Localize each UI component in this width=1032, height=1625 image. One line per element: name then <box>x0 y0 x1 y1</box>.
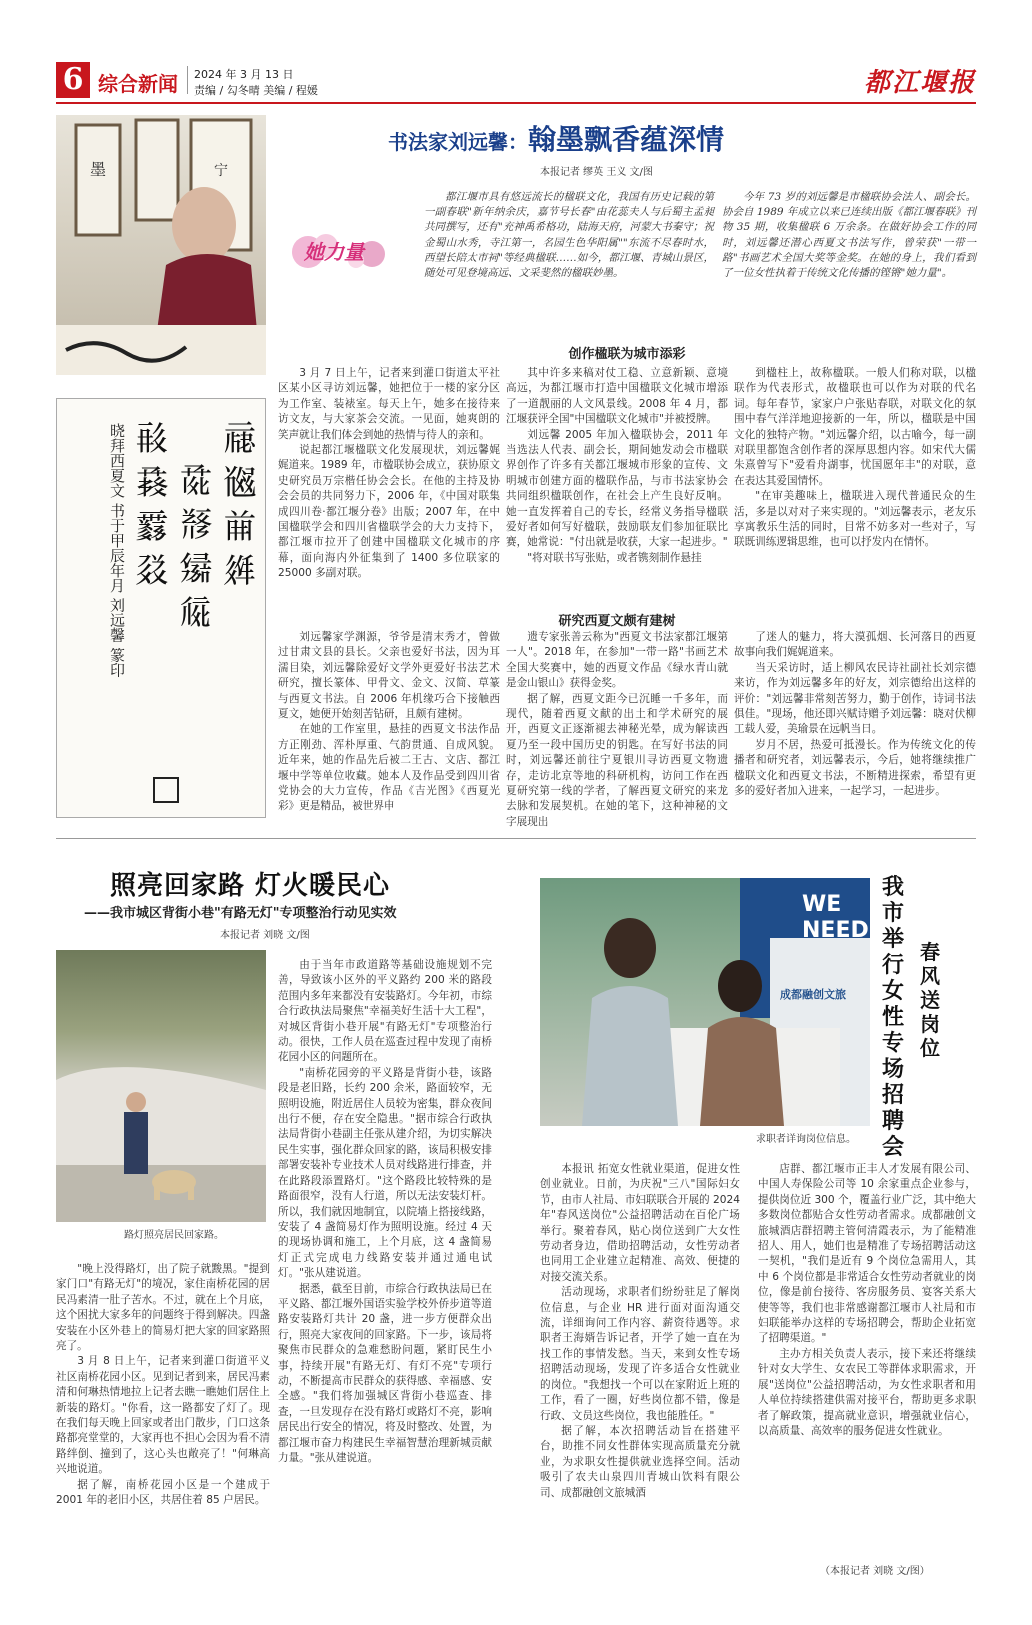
story1-lead-right: 今年 73 岁的刘远馨是市楹联协会法人、副会长。协会自 1989 年成立以来已连续出版《都江堰春联》刊物 35 期，收集楹联 6 万余条。在做好协会工作的同时，刘远馨还潜心西夏文书法写作，曾荣获"一带一路"书画艺术全国大奖等金奖。在她的身上，我们看到了一位女性执着于传统文化传播的铿锵"她力量"。 <box>722 191 976 280</box>
svg-text:墨: 墨 <box>89 160 107 179</box>
issue-date: 2024 年 3 月 13 日 <box>194 68 294 81</box>
booth-sign: 成都融创文旅 <box>780 988 846 1001</box>
story1-lead-left: 都江堰市具有悠远流长的楹联文化，我国有历史记载的第一副春联"新年纳余庆，嘉节号长春"由花蕊夫人与后蜀主孟昶共同撰写，还有"充神禹希格功，陆海天府，河蒙大书秦守；祝金蜀山水秀，寺江第一，名园生色华阳属""东流不尽春时水，西望长陪太市祠"等经典楹联……如今，都江堰、青城山景区，随处可见登境高远、文采斐然的楹联妙墨。 <box>424 191 714 280</box>
story1-s1-col2: 其中许多来稿对仗工稳、立意新颖、意境高远，为都江堰市打造中国楹联文化城市增添了一道靓丽的人文风景线。2008 年 4 月，都江堰获评全国"中国楹联文化城市"并被授牌。 刘远馨 2005 年加入楹联协会，2011 年当选法人代表、副会长，期间她发动会市楹联界创作了许多有关都江堰城市形象的宣传、文明城市创建方面的楹联作品，与市书法家协会共同组织楹联创作，在社会上产生良好反响。她一直发挥着自己的专长，经常义务指导楹联爱好者如何写好楹联，鼓励联友们参加征联比赛，她常说："付出就是收获，大家一起进步。" "将对联书写张贴，或者镌刻制作悬挂 <box>506 367 728 564</box>
story2-col2: 由于当年市政道路等基础设施规划不完善，导致该小区外的平义路约 200 米的路段范围内多年来都没有安装路灯。今年初，市综合行政执法局聚焦"幸福美好生活十大工程"，对城区背街小巷开展"有路无灯"专项整治行动。很快，工作人员在巡查过程中发现了南桥花园小区的问题所在。 "南桥花园旁的平义路是背街小巷，该路段是老旧路，长约 200 余米，路面较窄，无照明设施，附近居住人员较为密集，群众夜间出行不便，存在安全隐患。"据市综合行政执法局背街小巷副主任张从建介绍，为切实解决民生实事，强化群众回家的路，该局积极安排部署安装补专业技术人员对线路进行排查，并在此路段添置路灯。"这个路段比较特殊的是路面很窄，没有人行道，所以无法安装灯杆。所以，我们就因地制宜，以院墙上搭接线路，安装了 4 盏简易灯作为照明设施。经过 4 天的现场协调和施工，上个月底，这 4 盏简易灯正式完成电力线路安装并通过通电试灯。"张从建说道。 据悉，截至目前，市综合行政执法局已在平义路、都江堰外国语实验学校外侨步道等道路安装路灯共计 20 盏，进一步方便群众出行，照亮大家夜间的回家路。下一步，该局将聚焦市民群众的急难愁盼问题，紧盯民生小事，持续开展"有路无灯、有灯不亮"专项行动，不断提高市民群众的获得感、幸福感、安全感。"我们将加强城区背街小巷巡查、排查，一旦发现存在没有路灯或路灯不亮，影响居民出行安全的情况，将及时整改、处置，为都江堰市奋力构建民生幸福智慧治理新城贡献力量。"张从建说道。 <box>278 959 492 1464</box>
street-light-photo <box>56 950 266 1222</box>
story3-byline: （本报记者 刘晓 文/图） <box>820 1566 930 1577</box>
story2-byline: 本报记者 刘晓 文/图 <box>220 930 310 941</box>
calligrapher-photo <box>56 115 266 375</box>
story1-s1-col1: 3 月 7 日上午，记者来到灌口街道太平社区某小区寻访刘远馨，她把位于一楼的家分区为工作室、装裱室。每天上午，她多在接待来访文友，与大家茶会交流。一见面，她爽朗的笑声就让我们体会到她的热情与待人的亲和。 说起都江堰楹联文化发展现状，刘远馨娓娓道来。1989 年，市楹联协会成立，获协原文史研究员万宗楷任协会会长。在他的主持及协会会员的共同努力下，2006 年，《中国对联集成四川卷·都江堰分卷》出版；2007 年，在中国楹联学会和四川省楹联学会的大力支持下，都江堰市拉开了创建中国楹联文化城市的序幕，面向海内外征集到了 1400 多位联家的 25000 多副对联。 <box>278 367 500 580</box>
section-heading-couplets: 创作楹联为城市添彩 <box>568 347 686 362</box>
page-number-badge: 6 <box>56 62 90 98</box>
svg-text:宁: 宁 <box>214 163 228 179</box>
editor-credits: 责编 / 勾冬晴 美编 / 程媛 <box>194 84 318 97</box>
calligraphy-main-col-3: 𗷰𗱢𗵫𗳦 <box>135 419 169 591</box>
story3-title: 我市举行女性专场招聘会 <box>882 874 905 1160</box>
badge-she-power <box>286 222 394 278</box>
calligraphy-main-col-1: 𗄊𗯆𗐺𗤶 <box>223 419 257 591</box>
calligraphy-inscription: 晓拜西夏文 书于甲辰年月 刘远馨 篆印 <box>108 423 126 678</box>
story2-subtitle: ——我市城区背街小巷"有路无灯"专项整治行动见实效 <box>84 906 397 921</box>
story1-s2-col2: 遗专家张善云称为"西夏文书法家都江堰第一人"。2018 年，在参加"一带一路"书画艺术全国大奖赛中，她的西夏文作品《绿水青山就是金山银山》获得金奖。 据了解，西夏文距今已沉睡一千多年，而现代，随着西夏文献的出土和学术研究的展开，西夏文正逐渐褪去神秘光晕，成为解读西夏乃至一段中国历史的钥匙。在写好书法的同时，刘远馨还前往宁夏银川寻访西夏文物遗存，走访北京等地的科研机构，访问工作在西夏研究第一线的学者，了解西夏文研究的来龙去脉和发展契机。在她的笔下，这种神秘的文字展现出 <box>506 631 728 828</box>
story2-col1: "晚上没得路灯，出了院子就黢黑。"提到家门口"有路无灯"的境况，家住南桥花园的居民冯素清一肚子苦水。不过，就在上个月底，这个困扰大家多年的问题终于得到解决。四盏安装在小区外巷上的简易灯把大家的回家路照亮了。 3 月 8 日上午，记者来到灌口街道平义社区南桥花园小区。见到记者到来，居民冯素清和何琳热情地拉上记者去瞧一瞧她们居住上新装的路灯。"你看，这一路都安了灯了。现在我们每天晚上回家或者出门散步，门口这条路都亮堂堂的，大家再也不担心会因为看不清路绊倒、撞到了，这心头也敞亮了！"何琳高兴地说道。 据了解，南桥花园小区是一个建成于 2001 年的老旧小区，共居住着 85 户居民。 <box>56 1263 270 1507</box>
story1-byline: 本报记者 缪英 王义 文/图 <box>540 167 653 178</box>
story1-s2-col1: 刘远馨家学渊源，爷爷是清末秀才，曾做过甘肃文县的县长。父亲也爱好书法，因为耳濡目染，刘远馨除爱好文学外更爱好书法艺术研究，擅长篆体、甲骨文、金文、汉简、草篆与西夏文书法。自 2006 年机缘巧合下接触西夏文，她便开始刻苦钻研，且颇有建树。 在她的工作室里，悬挂的西夏文书法作品方正刚劲、浑朴厚重、气韵贯通、自成风貌。近年来，她的作品先后被二王古、文店、都江堰中学等单位收藏。她本人及作品受到四川省党协会的大力宣传，作品《吉光图》《西夏光彩》更是精品，被世界申 <box>278 631 500 813</box>
story1-s1-col3: 到楹柱上，故称楹联。一般人们称对联，以楹联作为代表形式，故楹联也可以作为对联的代名词。每年春节，家家户户张贴春联，对联文化的氛围中春气洋洋地迎接新的一年，所以，楹联是中国文化的独特产物。"刘远馨介绍，以古喻今，每一副对联里都饱含创作者的深厚思想内容。如宋代大儒朱熹曾写下"爱看舟湖事，忧国愿年丰"的对联，意在表达其爱国情怀。 "在审美趣味上，楹联进入现代普通民众的生活，多是以对对子来实现的。"刘远馨表示，老友乐享寓教乐生活的同时，目常不妨多对一些对子，写联既训练逻辑思维，也可以抒发内在情怀。 <box>734 367 976 549</box>
seal-stamp-icon <box>153 777 179 803</box>
section-heading-xixia: 研究西夏文颇有建树 <box>558 614 676 629</box>
badge-label: 她力量 <box>304 240 364 264</box>
calligraphy-main-col-2: 𗱕𘃡𗋥𗏁 <box>179 461 213 633</box>
section-name: 综合新闻 <box>98 72 178 96</box>
story2-title: 照亮回家路 灯火暖民心 <box>110 871 391 901</box>
story3-subtitle: 春风送岗位 <box>920 940 940 1060</box>
job-fair-caption: 求职者详询岗位信息。 <box>756 1134 856 1145</box>
story3-col1: 本报讯 拓宽女性就业渠道，促进女性创业就业。日前，为庆祝"三八"国际妇女节，由市人社局、市妇联联合开展的 2024 年"春风送岗位"公益招聘活动在百伦广场举行。聚着春风，贴心岗位送到广大女性劳动者身边，借助招聘活动，女性劳动者也同用工企业建立起精准、高效、便捷的对接交流关系。 活动现场，求职者们纷纷驻足了解岗位信息，与企业 HR 进行面对面沟通交流，详细询问工作内容、薪资待遇等。求职者王海婿告诉记者，开学了她一直在为找工作的事情发愁。当天，来到女性专场招聘活动现场，发现了许多适合女性就业的岗位。"我想找一个可以在家附近上班的工作，看了一圈，好些岗位都不错，像是行政、文员这些岗位，我也能胜任。" 据了解，本次招聘活动旨在搭建平台，助推不同女性群体实现高质量充分就业，为求职女性提供就业选择空间。活动吸引了农夫山泉四川青城山饮料有限公司、成都融创文旅城酒 <box>540 1163 740 1499</box>
job-fair-photo <box>540 878 870 1126</box>
section-rule <box>56 838 976 839</box>
story1-title-prefix: 书法家刘远馨： <box>388 130 528 154</box>
newspaper-logo: 都江堰报 <box>863 68 976 98</box>
story1-title-main: 翰墨飘香蕴深情 <box>528 123 725 156</box>
masthead <box>56 62 976 98</box>
story3-col2: 店群、都江堰市正丰人才发展有限公司、中国人寿保险公司等 10 余家重点企业参与，提供岗位近 300 个，覆盖行业广泛，其中绝大多数岗位都贴合女性劳动者需求。成都融创文旅城酒店群招聘主管何清霞表示，为了能精准招人、用人，她们也是精准了专场招聘活动这一契机，"我们是近有 9 个岗位急需用人，其中 6 个岗位都是非常适合女性劳动者就业的岗位，像是前台接待、客房服务员、宴客关系大使等等，我们也非常感谢都江堰市人社局和市妇联能举办这样的专场招聘会，帮助企业拓宽了招聘渠道。" 主办方相关负责人表示，接下来还将继续针对女大学生、女农民工等群体求职需求，开展"送岗位"公益招聘活动，为女性求职者和用人单位持续搭建供需对接平台，帮助更多求职者了解政策，提高就业意识，增强就业信心，以高质量、高效率的服务促进女性就业。 <box>758 1163 976 1437</box>
section-divider <box>187 66 188 94</box>
calligraphy-artwork <box>56 398 266 818</box>
header-rule <box>56 102 976 104</box>
street-light-caption: 路灯照亮居民回家路。 <box>124 1230 224 1241</box>
story1-s2-col3: 了迷人的魅力，将大漠孤烟、长河落日的西夏故事向我们娓娓道来。 当天采访时，适上柳风农民诗社副社长刘宗德来访，作为刘远馨多年的好友，刘宗德给出这样的评价："刘远馨非常刻苦努力，勤于创作，诗词书法俱佳。"现场，他还即兴赋诗赠予刘远馨：晓对伏柳工载人爱，美瑜景在远帆当日。 岁月不居，热爱可抵漫长。作为传统文化的传播者和研究者，刘远馨表示，今后，她将继续推广楹联文化和西夏文书法，不断精进探索，希望有更多的爱好者加入进来，一起学习，一起进步。 <box>734 631 976 798</box>
story1-title <box>388 118 724 158</box>
banner-we-need: WE NEED <box>802 892 869 943</box>
